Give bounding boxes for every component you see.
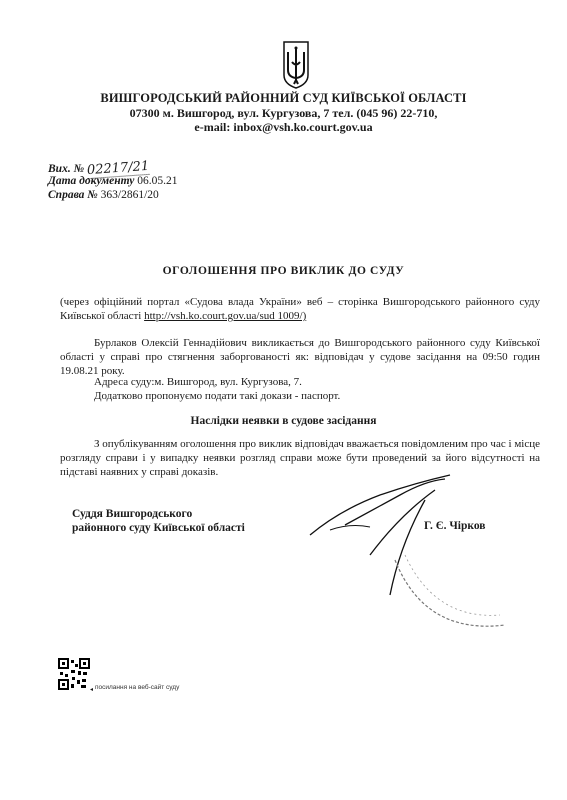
judge-name: Г. Є. Чірков bbox=[424, 520, 486, 532]
summons-paragraph: Бурлаков Олексій Геннадійович викликається до Вишгородського районного суду Київської області у справі про стягнення заборгованості як: відповідач у судове засідання на 09:50 годин 19.08.21 року. bbox=[60, 337, 540, 377]
evidence-paragraph: Додатково пропонуємо подати такі докази - паспорт. bbox=[94, 390, 341, 402]
document-title: ОГОЛОШЕННЯ ПРО ВИКЛИК ДО СУДУ bbox=[162, 265, 405, 277]
outgoing-number-handwritten: 02217/21 bbox=[86, 158, 150, 179]
intro-paragraph bbox=[60, 295, 540, 323]
outgoing-label: Вих. № bbox=[48, 163, 85, 175]
pointer-icon: ◂ bbox=[90, 687, 94, 693]
consequences-paragraph: З опублікуванням оголошення про виклик відповідач вважається повідомленим про час і місце розгляду справи і у випадку неявки розгляд справи може бути проведений за його відсутності на підставі наявних у справі доказів. bbox=[60, 438, 540, 478]
judge-title-line1: Суддя Вишгородського bbox=[72, 508, 193, 520]
court-name: ВИШГОРОДСЬКИЙ РАЙОННИЙ СУД КИЇВСЬКОЇ ОБЛАСТІ bbox=[100, 91, 467, 105]
document-date-value: 06.05.21 bbox=[137, 175, 178, 187]
document-date-label: Дата документу bbox=[48, 175, 135, 187]
court-address: 07300 м. Вишгород, вул. Кургузова, 7 тел. (045 96) 22-710, bbox=[129, 106, 438, 120]
court-website-link[interactable]: http://vsh.ko.court.gov.ua/sud 1009/) bbox=[144, 310, 307, 322]
court-address-paragraph: Адреса суду:м. Вишгород, вул. Кургузова, 7. bbox=[94, 376, 302, 388]
judge-title bbox=[72, 507, 245, 535]
ukraine-trident-icon bbox=[281, 40, 311, 90]
case-number-label: Справа № bbox=[48, 189, 98, 201]
document-date bbox=[48, 175, 178, 187]
qr-code-icon[interactable] bbox=[58, 658, 90, 690]
judge-title-line2: районного суду Київської області bbox=[72, 522, 245, 534]
intro-text: (через офіційний портал «Судова влада України» веб – сторінка Вишгородського районного суду Київської області bbox=[60, 296, 540, 322]
court-email: e-mail: inbox@vsh.ko.court.gov.ua bbox=[194, 120, 373, 134]
case-number-value: 363/2861/20 bbox=[100, 189, 159, 201]
court-seal-stamp bbox=[385, 540, 525, 640]
consequences-heading: Наслідки неявки в судове засідання bbox=[190, 415, 377, 427]
qr-caption: посилання на веб-сайт суду bbox=[95, 684, 180, 691]
case-number bbox=[48, 189, 159, 201]
